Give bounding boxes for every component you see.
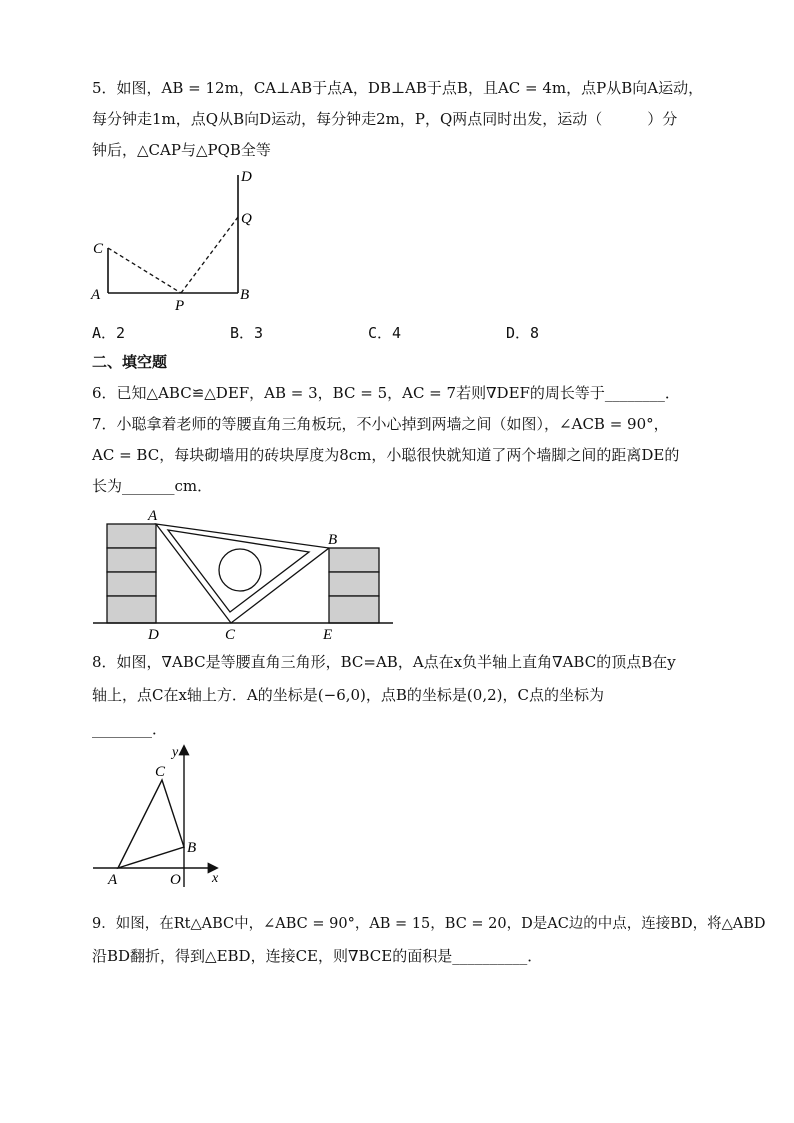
q5-label-c: C [93, 241, 104, 257]
q5-figure [85, 165, 275, 315]
q7-label-c: C [225, 627, 236, 643]
q7-label-e: E [323, 627, 333, 643]
q5-option-c[interactable]: C．4 [368, 324, 402, 342]
q5-line1: 5．如图，AB = 12m，CA⊥AB于点A，DB⊥AB于点B，且AC = 4m，点P从B向A运动， [92, 79, 704, 97]
q8-triangle [118, 780, 184, 868]
q8-label-b: B [187, 840, 197, 856]
q5-option-a[interactable]: A．2 [92, 324, 126, 342]
q5-label-p: P [175, 298, 185, 314]
q7-left-wall [107, 524, 156, 623]
q5-label-a: A [91, 287, 101, 303]
q7-label-b: B [328, 532, 338, 548]
q9-line1: 9．如图，在Rt△ABC中，∠ABC = 90°，AB = 15，BC = 20，D是AC边的中点，连接BD，将△ABD [92, 916, 766, 932]
q8-label-o: O [170, 872, 181, 888]
q5-label-b: B [240, 287, 250, 303]
q7-right-wall [329, 548, 379, 623]
q5-segment-cp [108, 248, 181, 293]
q8-label-a: A [108, 872, 118, 888]
q8-line1: 8．如图，∇ABC是等腰直角三角形，BC=AB，A点在x负半轴上直角∇ABC的顶点B在y [92, 653, 676, 671]
q5-label-q: Q [241, 211, 252, 227]
q7-hole [219, 549, 261, 591]
q7-line2: AC = BC，每块砌墙用的砖块厚度为8cm，小聪很快就知道了两个墙脚之间的距离DE的 [92, 446, 680, 464]
q5-label-d: D [241, 169, 252, 185]
q5-option-d[interactable]: D．8 [506, 324, 540, 342]
q5-option-b[interactable]: B．3 [230, 324, 264, 342]
q7-line1: 7．小聪拿着老师的等腰直角三角板玩，不小心掉到两墙之间（如图），∠ACB = 90°， [92, 415, 669, 433]
q8-figure [88, 742, 228, 892]
q9-line2: 沿BD翻折，得到△EBD，连接CE，则∇BCE的面积是__________． [92, 947, 543, 965]
q6-line1: 6．已知△ABC≌△DEF，AB = 3，BC = 5，AC = 7若则∇DEF的周长等于________． [92, 384, 680, 402]
q8-line3: ________． [92, 720, 168, 738]
q7-figure [88, 503, 398, 645]
q8-label-x: x [212, 871, 219, 886]
q5-line2: 每分钟走1m，点Q从B向D运动，每分钟走2m，P，Q两点同时出发，运动（ ）分 [92, 110, 678, 128]
q5-line3: 钟后，△CAP与△PQB全等 [92, 141, 271, 159]
q7-label-d: D [148, 627, 159, 643]
q8-label-y: y [172, 745, 179, 760]
q7-label-a: A [148, 508, 158, 524]
q5-segment-pq [181, 217, 238, 293]
q8-label-c: C [155, 764, 166, 780]
q7-line3: 长为_______cm． [92, 477, 213, 495]
q8-line2: 轴上，点C在x轴上方．A的坐标是(−6,0)，点B的坐标是(0,2)，C点的坐标为 [92, 686, 604, 704]
section-heading-fill-in: 二、填空题 [92, 353, 168, 371]
